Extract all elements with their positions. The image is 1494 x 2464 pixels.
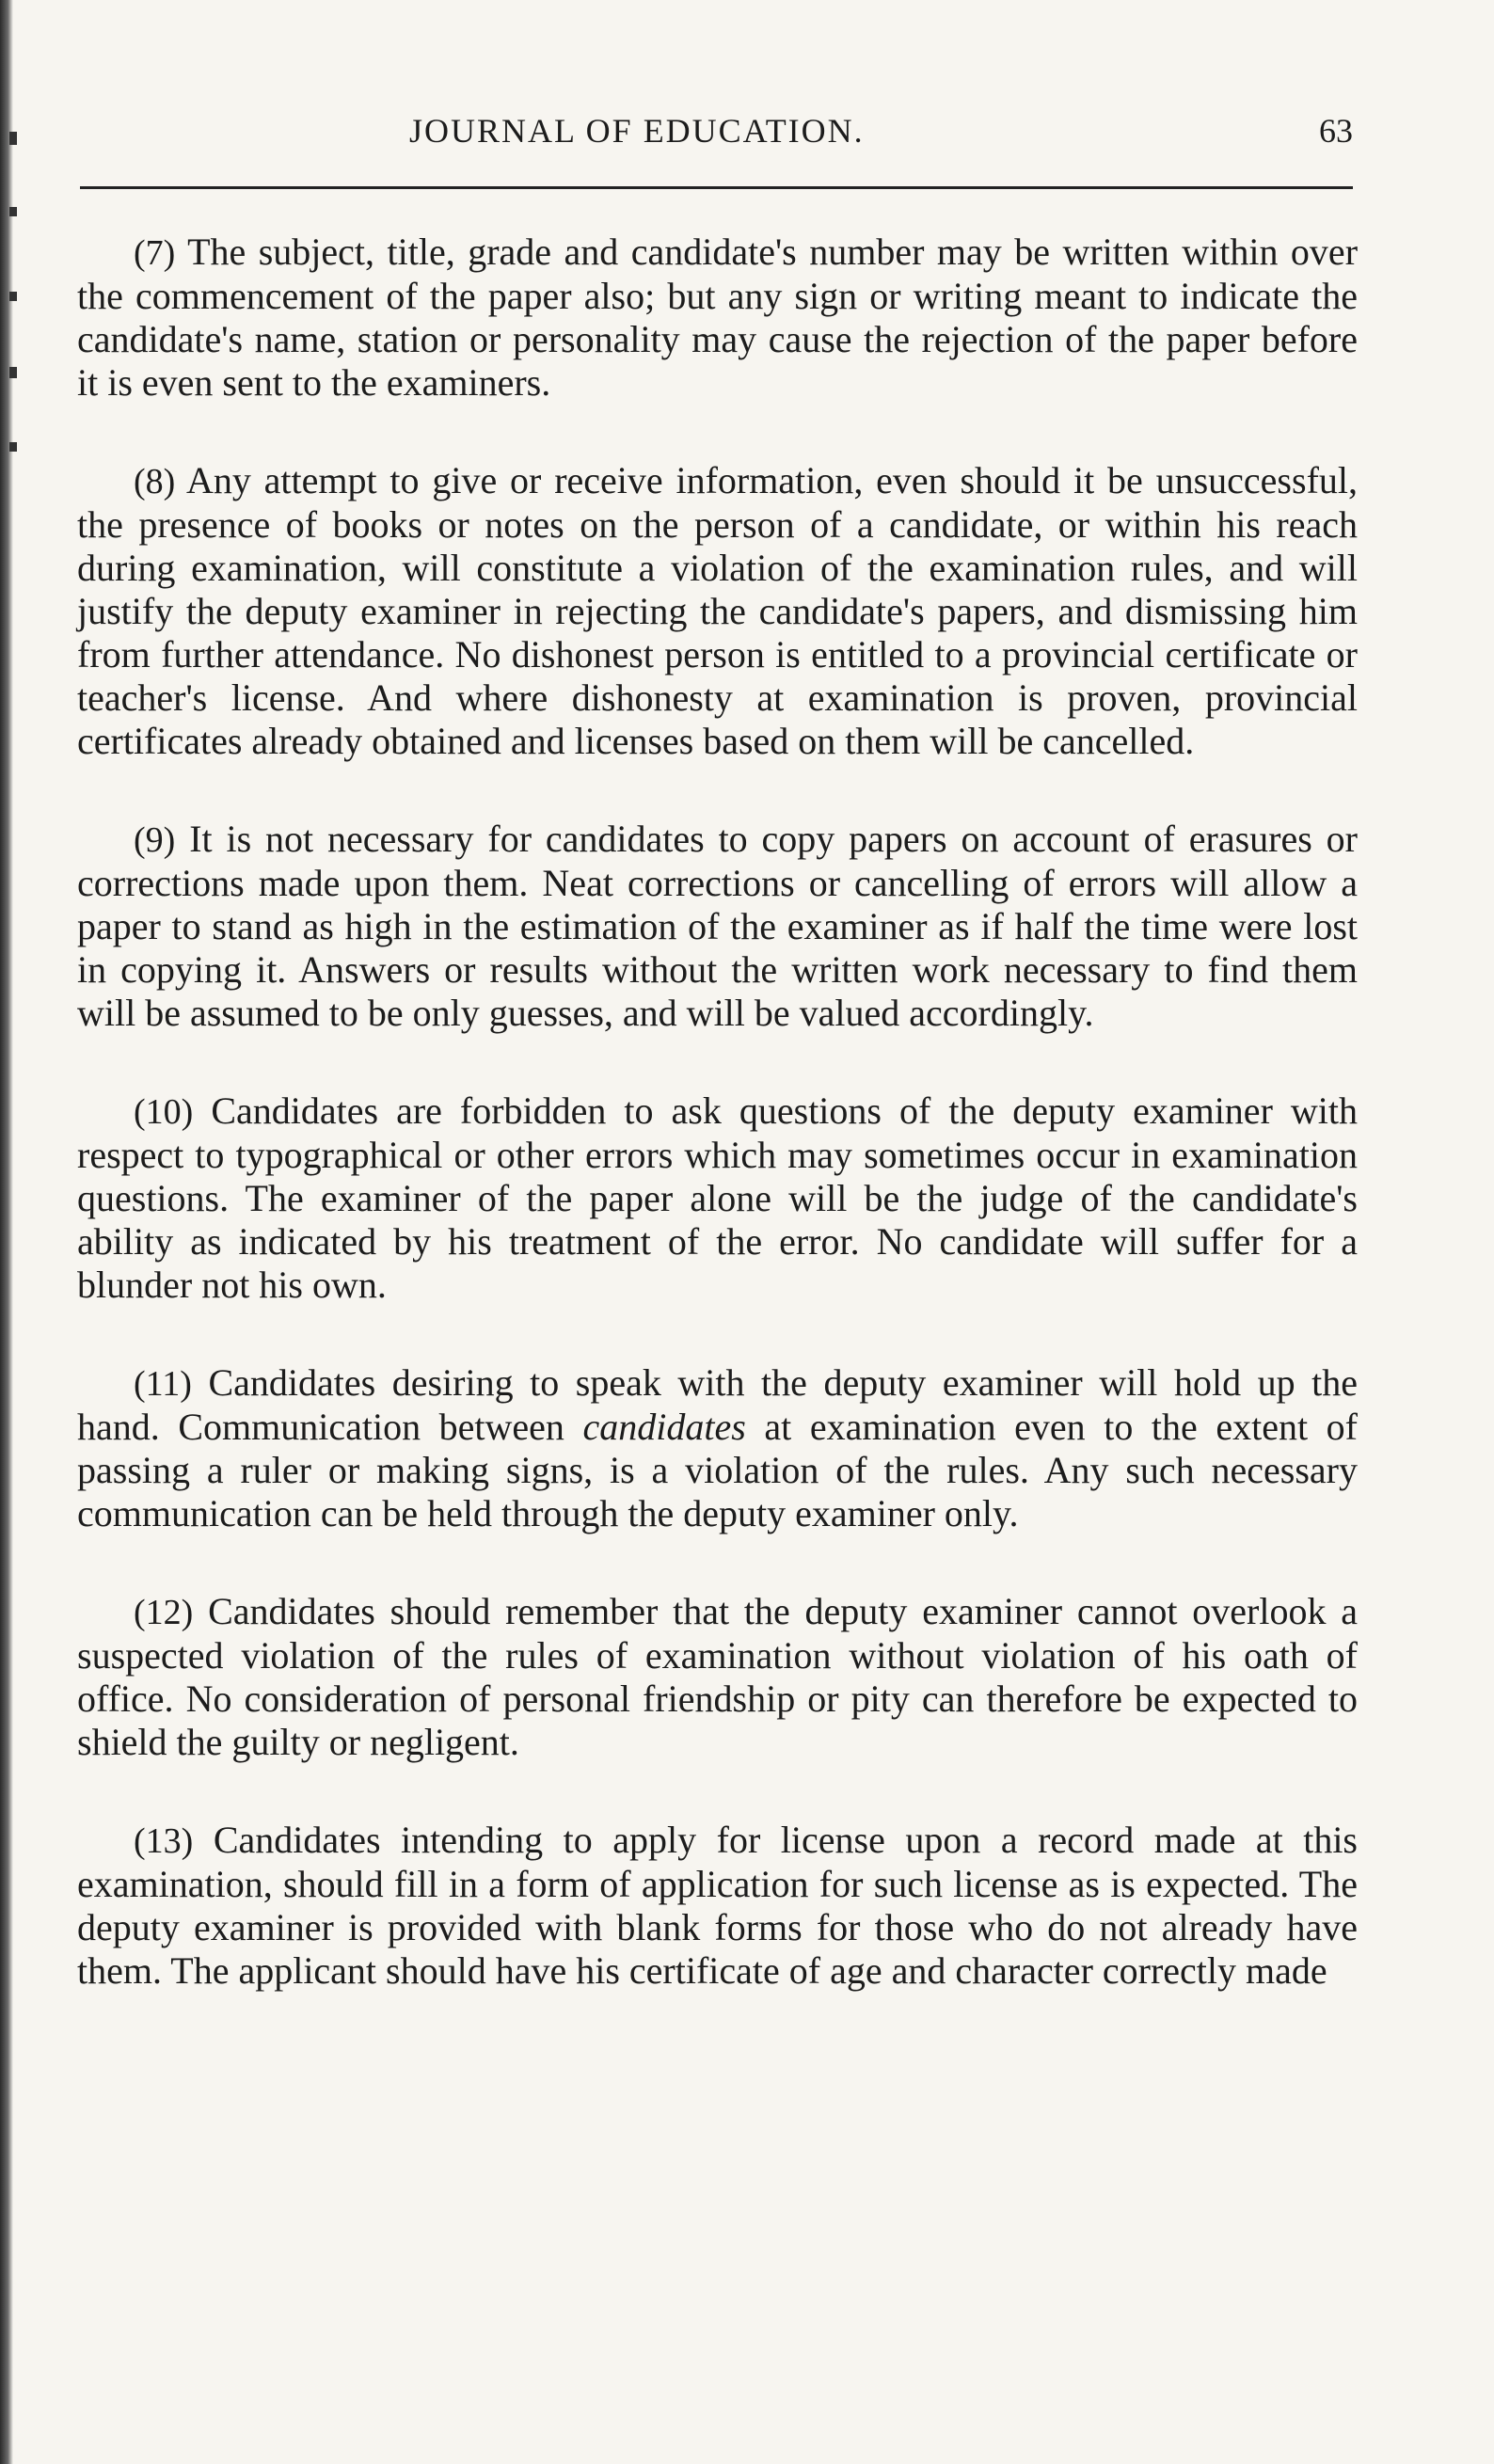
paragraph-text: Any attempt to give or receive information, even should it be unsuccessful, the presence of books or notes on the person of a candidate, or within his reach during examination, will constitute a violation of the examination rules, and will justify the deputy examiner in rejecting the candidate's papers, and dismissing him from further attendance. No dishonest person is entitled to a provincial certificate or teacher's license. And where dishonesty at examination is proven, provincial certificates already obtained and licenses based on them will be cancelled. (77, 459, 1358, 762)
paragraph-10 (77, 1089, 1358, 1307)
paragraph-text-italic: candidates (582, 1406, 746, 1448)
paragraph-number: (8) (134, 462, 176, 501)
page-body (77, 231, 1358, 1993)
page-header (75, 111, 1353, 167)
paragraph-number: (11) (134, 1364, 192, 1404)
page-number: 63 (1319, 112, 1353, 150)
paragraph-number: (13) (134, 1821, 194, 1861)
paragraph-number: (12) (134, 1593, 194, 1632)
paragraph-text: Candidates should remember that the deputy examiner cannot overlook a suspected violation of the rules of examination without violation of his oath of office. No consideration of personal friendship or pity can therefore be expected to shield the guilty or negligent. (77, 1590, 1358, 1763)
paragraph-7 (77, 231, 1358, 405)
page-edge-marks (9, 132, 21, 508)
header-rule (80, 186, 1353, 189)
paragraph-text: It is not necessary for candidates to copy papers on account of erasures or corrections made upon them. Neat corrections or cancelling of errors will allow a paper to stand as high in the estimation of the examiner as if half the time were lost in copying it. Answers or results without the written work necessary to find them will be assumed to be only guesses, and will be valued accordingly. (77, 818, 1358, 1034)
paragraph-12 (77, 1590, 1358, 1764)
paragraph-number: (10) (134, 1092, 194, 1132)
paragraph-text: Candidates are forbidden to ask questions of the deputy examiner with respect to typographical or other errors which may sometimes occur in examination questions. The examiner of the paper alone will be the judge of the candidate's ability as indicated by his treatment of the error. No candidate will suffer for a blunder not his own. (77, 1089, 1359, 1306)
running-head: JOURNAL OF EDUCATION. (409, 112, 865, 150)
paragraph-13 (77, 1819, 1358, 1993)
paragraph-number: (9) (134, 820, 176, 860)
paragraph-8 (77, 459, 1358, 763)
paragraph-text-before: Candidates desiring to speak with the deputy examiner will hold up the hand. Communication between (77, 1361, 1359, 1448)
paragraph-number: (7) (134, 233, 176, 273)
paragraph-text-after: at examination even to the extent of passing a ruler or making signs, is a violation of the rules. Any such necessary communication can be held through the deputy examiner only. (77, 1406, 1358, 1534)
paragraph-text: Candidates intending to apply for license upon a record made at this examination, should fill in a form of application for such license as is expected. The deputy examiner is provided with blank forms for those who do not already have them. The applicant should have his certificate of age and character correctly made (77, 1819, 1358, 1992)
paragraph-9 (77, 818, 1358, 1035)
paragraph-text: The subject, title, grade and candidate's number may be written within over the commencement of the paper also; but any sign or writing meant to indicate the candidate's name, station or personality may cause the rejection of the paper before it is even sent to the examiners. (77, 231, 1359, 404)
paragraph-11 (77, 1361, 1358, 1535)
